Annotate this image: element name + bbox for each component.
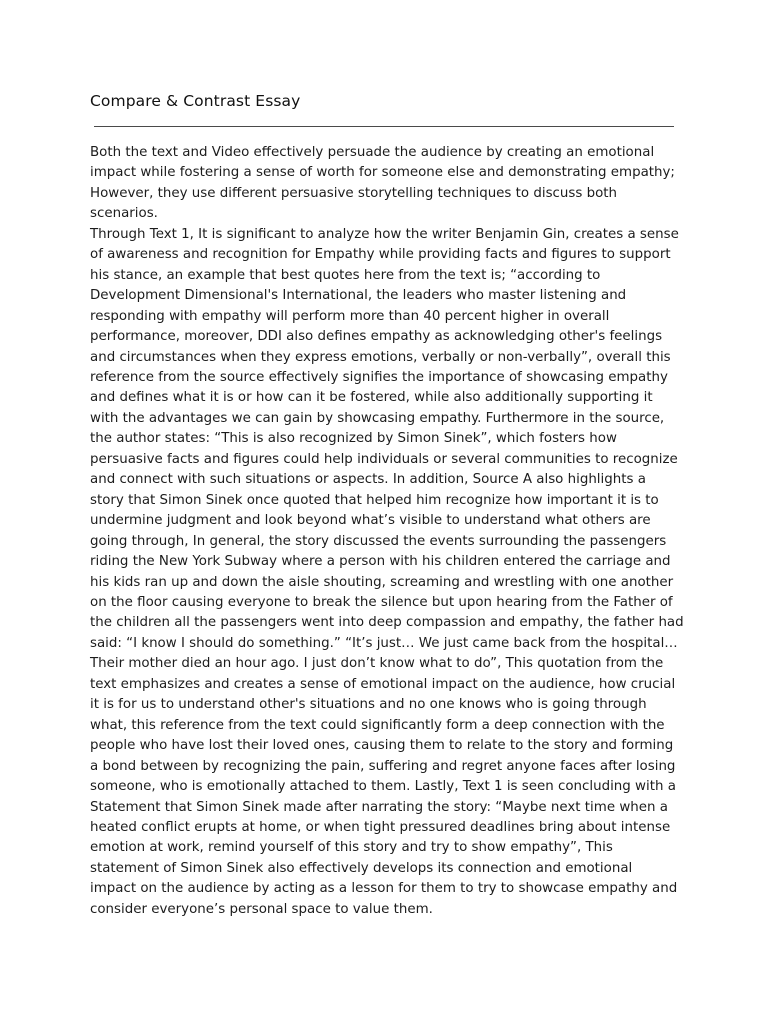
text-line: heated conflict erupts at home, or when tight pressured deadlines bring about intense (90, 819, 671, 835)
text-line: text emphasizes and creates a sense of emotional impact on the audience, how crucial (90, 676, 676, 692)
text-line: his kids ran up and down the aisle shouting, screaming and wrestling with one another (90, 574, 674, 590)
text-line: persuasive facts and figures could help individuals or several communities to recognize (90, 451, 678, 467)
document-title: Compare & Contrast Essay (90, 92, 301, 110)
text-line: with the advantages we can gain by showcasing empathy. Furthermore in the source, (90, 410, 665, 426)
text-line: and defines what it is or how can it be fostered, while also additionally supporting it (90, 390, 653, 406)
text-line: of awareness and recognition for Empathy while providing facts and figures to support (90, 247, 671, 263)
text-line: someone, who is emotionally attached to them. Lastly, Text 1 is seen concluding with a (90, 779, 676, 795)
text-line: riding the New York Subway where a person with his children entered the carriage and (90, 554, 671, 570)
text-line: and connect with such situations or aspects. In addition, Source A also highlights a (90, 472, 646, 488)
text-line: scenarios. (90, 206, 158, 222)
text-line: said: “I know I should do something.” “It’s just… We just came back from the hospital… (90, 635, 678, 651)
text-line: However, they use different persuasive storytelling techniques to discuss both (90, 185, 618, 201)
text-line: his stance, an example that best quotes here from the text is; “according to (90, 267, 601, 283)
text-line: story that Simon Sinek once quoted that helped him recognize how important it is to (90, 492, 659, 508)
essay-body (90, 143, 694, 920)
text-line: undermine judgment and look beyond what’s visible to understand what others are (90, 513, 651, 529)
text-line: Development Dimensional's International, the leaders who master listening and (90, 288, 627, 304)
text-line: consider everyone’s personal space to value them. (90, 901, 433, 917)
text-line: statement of Simon Sinek also effectively develops its connection and emotional (90, 860, 633, 876)
text-line: impact while fostering a sense of worth for someone else and demonstrating empathy; (90, 165, 675, 181)
text-line: and circumstances when they express emotions, verbally or non-verbally”, overall this (90, 349, 671, 365)
text-line: responding with empathy will perform more than 40 percent higher in overall (90, 308, 610, 324)
text-line: impact on the audience by acting as a lesson for them to try to showcase empathy and (90, 881, 678, 897)
text-line: Statement that Simon Sinek made after narrating the story: “Maybe next time when a (90, 799, 668, 815)
title-divider (94, 126, 674, 127)
text-line: on the floor causing everyone to break the silence but upon hearing from the Father of (90, 594, 673, 610)
text-line: a bond between by recognizing the pain, suffering and regret anyone faces after losing (90, 758, 676, 774)
text-line: the author states: “This is also recognized by Simon Sinek”, which fosters how (90, 431, 617, 447)
text-line: performance, moreover, DDI also defines empathy as acknowledging other's feelings (90, 329, 663, 345)
text-line: it is for us to understand other's situations and no one knows who is going through (90, 697, 647, 713)
text-line: emotion at work, remind yourself of this story and try to show empathy”, This (90, 840, 613, 856)
text-line: people who have lost their loved ones, causing them to relate to the story and forming (90, 738, 674, 754)
text-line: the children all the passengers went into deep compassion and empathy, the father had (90, 615, 684, 631)
text-line: reference from the source effectively signifies the importance of showcasing empathy (90, 369, 668, 385)
text-line: going through, In general, the story discussed the events surrounding the passengers (90, 533, 667, 549)
text-line: Through Text 1, It is significant to analyze how the writer Benjamin Gin, creates a sense (90, 226, 679, 242)
text-line: what, this reference from the text could significantly form a deep connection with the (90, 717, 665, 733)
text-line: Both the text and Video effectively persuade the audience by creating an emotional (90, 145, 655, 160)
text-line: Their mother died an hour ago. I just don’t know what to do”, This quotation from the (90, 656, 664, 672)
